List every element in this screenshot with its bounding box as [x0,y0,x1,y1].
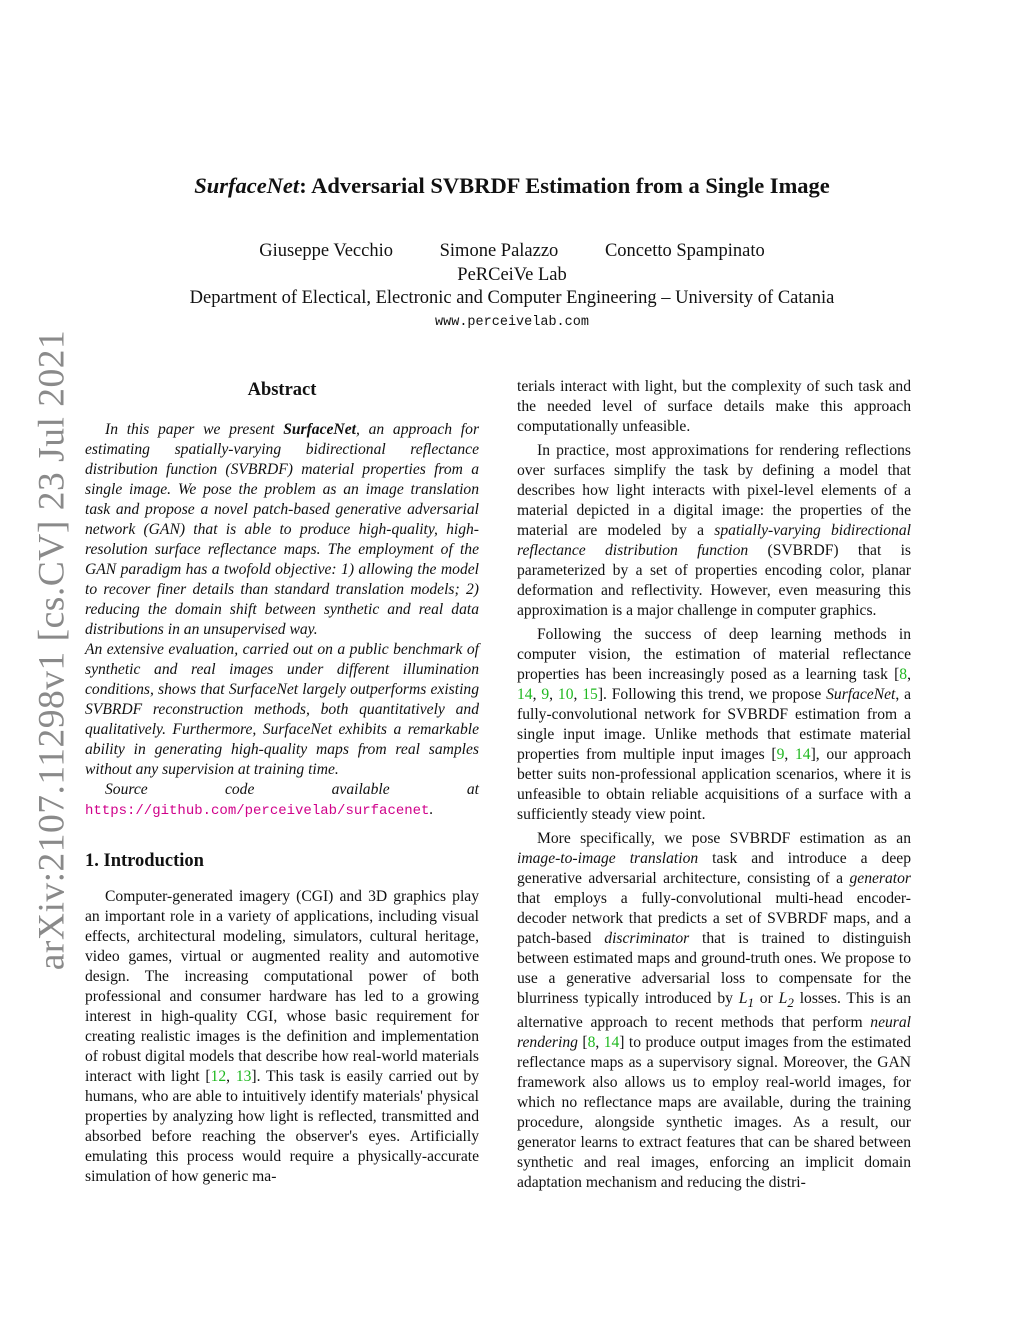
abstract-body [85,420,479,821]
right-paragraph-2: Following the success of deep learning methods in computer vision, the estimation of material reflectance properties has been increasingly posed as a learning task [8, 14, 9, 10, 15]. Following this trend, we propose SurfaceNet, a fully-convolutional network for SVBRDF estimation from a single input image. Unlike methods that estimate material properties from multiple input images [9, 14], our approach better suits non-professional application scenarios, where it is unfeasible to obtain reliable acquisitions of a surface with a sufficiently steady view point. [517,626,912,823]
citation-link[interactable]: 9 [541,686,550,703]
intro-paragraph-1: Computer-generated imagery (CGI) and 3D graphics play an important role in a variety of applications, including visual effects, architectural modeling, simulators, cultural heritage, video games, virtual or augmented reality and automotive design. The increasing computational power of both professional and consumer hardware has led to a growing interest in high-quality CGI, whose basic requirement for creating realistic images is the definition and implementation of robust digital models that describe how real-world materials interact with light [12, 13]. This task is easily carried out by humans, who are able to intuitively identify materials' physical properties by analyzing how light is reflected, transmitted and absorbed before reaching the observer's eyes. Artificially emulating this process would require a physically-accurate simulation of how generic ma- [85,888,480,1185]
citation-link[interactable]: 10 [557,686,574,703]
citation-link[interactable]: 8 [899,666,908,683]
github-link[interactable]: https://github.com/perceivelab/surfacenet [85,803,430,819]
citation-link[interactable]: 14 [794,746,811,763]
left-column [85,377,479,1191]
lab-name: PeRCeiVe Lab [457,264,567,285]
citation-link[interactable]: 15 [582,686,598,703]
citation-link[interactable]: 14 [603,1034,620,1052]
citation-link[interactable]: 8 [587,1034,596,1052]
department: Department of Electical, Electronic and Computer Engineering – University of Catania [189,288,835,308]
math-l2: $L_2$ [778,990,794,1011]
right-column [517,377,911,1197]
arxiv-identifier-stamp: arXiv:2107.11298v1 [cs.CV] 23 Jul 2021 [31,329,73,971]
paper-title [0,173,1024,199]
right-paragraph-1: In practice, most approximations for rendering reflections over surfaces simplify the task by defining a model that describes how light interacts with pixel-level elements of a material depicted in a digital image: the properties of the material are modeled by a spatially-varying bidirectional reflectance distribution function (SVBRDF) that is parameterized by a set of properties encoding color, planar deformation and reflectivity. However, even measuring this approximation is a major challenge in computer graphics. [517,442,911,619]
abstract-paragraph-2: An extensive evaluation, carried out on a public benchmark of synthetic and real images under different illumination conditions, shows that SurfaceNet largely outperforms existing SVBRDF reconstruction methods, both quantitatively and qualitatively. Furthermore, SurfaceNet exhibits a remarkable ability in generating high-quality maps from real samples without any supervision at training time. [85,641,479,778]
math-l1: $L_1$ [738,990,754,1011]
surfacenet-bold: SurfaceNet [283,421,356,438]
citation-link[interactable]: 9 [776,746,785,763]
author-block [0,240,1024,334]
abstract-heading: Abstract [247,380,317,400]
intro-heading: 1. Introduction [85,851,204,871]
abstract-paragraph-3: Source code available at https://github.com/perceivelab/surfacenet. [85,781,479,819]
author-2: Simone Palazzo [439,241,559,261]
website-link[interactable]: www.perceivelab.com [435,314,589,330]
title-italic: SurfaceNet [194,173,300,198]
right-paragraph-3: More specifically, we pose SVBRDF estimation as an image-to-image translation task and introduce a deep generative adversarial architecture, consisting of a generator that employs a fully-convolutional multi-head encoder-decoder network that predicts a set of SVBRDF maps, and a patch-based discriminator that is trained to distinguish between estimated maps and ground-truth ones. We propose to use a generative adversarial loss to compensate for the blurriness typically introduced by $L_1$ or $L_2$ losses. This is an alternative approach to recent methods that perform neural rendering [8, 14] to produce output images from the estimated reflectance maps as a supervisory signal. Moreover, the GAN framework also allows us to employ real-world images, for which no reflectance maps are available, during the training procedure, alongside synthetic images. As a result, our generator learns to extract features that can be shared between synthetic and real images, enforcing an implicit domain adaptation mechanism and reducing the distri- [517,830,912,1192]
abstract-paragraph-1: In this paper we present SurfaceNet, an approach for estimating spatially-varying bidirectional reflectance distribution function (SVBRDF) material properties from a single image. We pose the problem as an image translation task and propose a novel patch-based generative adversarial network (GAN) that is able to produce high-quality, high-resolution surface reflectance maps. The employment of the GAN paradigm has a twofold objective: 1) allowing the model to recover finer details than standard translation models; 2) reducing the domain shift between synthetic and real data distributions in an unsupervised way. [85,421,480,638]
author-1: Giuseppe Vecchio [259,241,393,261]
author-3: Concetto Spampinato [604,241,765,261]
right-paragraph-0: terials interact with light, but the complexity of such task and the needed level of surface details make this approach computationally unfeasible. [517,378,911,435]
citation-link[interactable]: 14 [517,686,533,703]
citation-link[interactable]: 13 [235,1068,252,1085]
title-rest: : Adversarial SVBRDF Estimation from a Single Image [299,173,830,198]
author-names [0,240,1024,264]
citation-link[interactable]: 12 [210,1068,227,1085]
